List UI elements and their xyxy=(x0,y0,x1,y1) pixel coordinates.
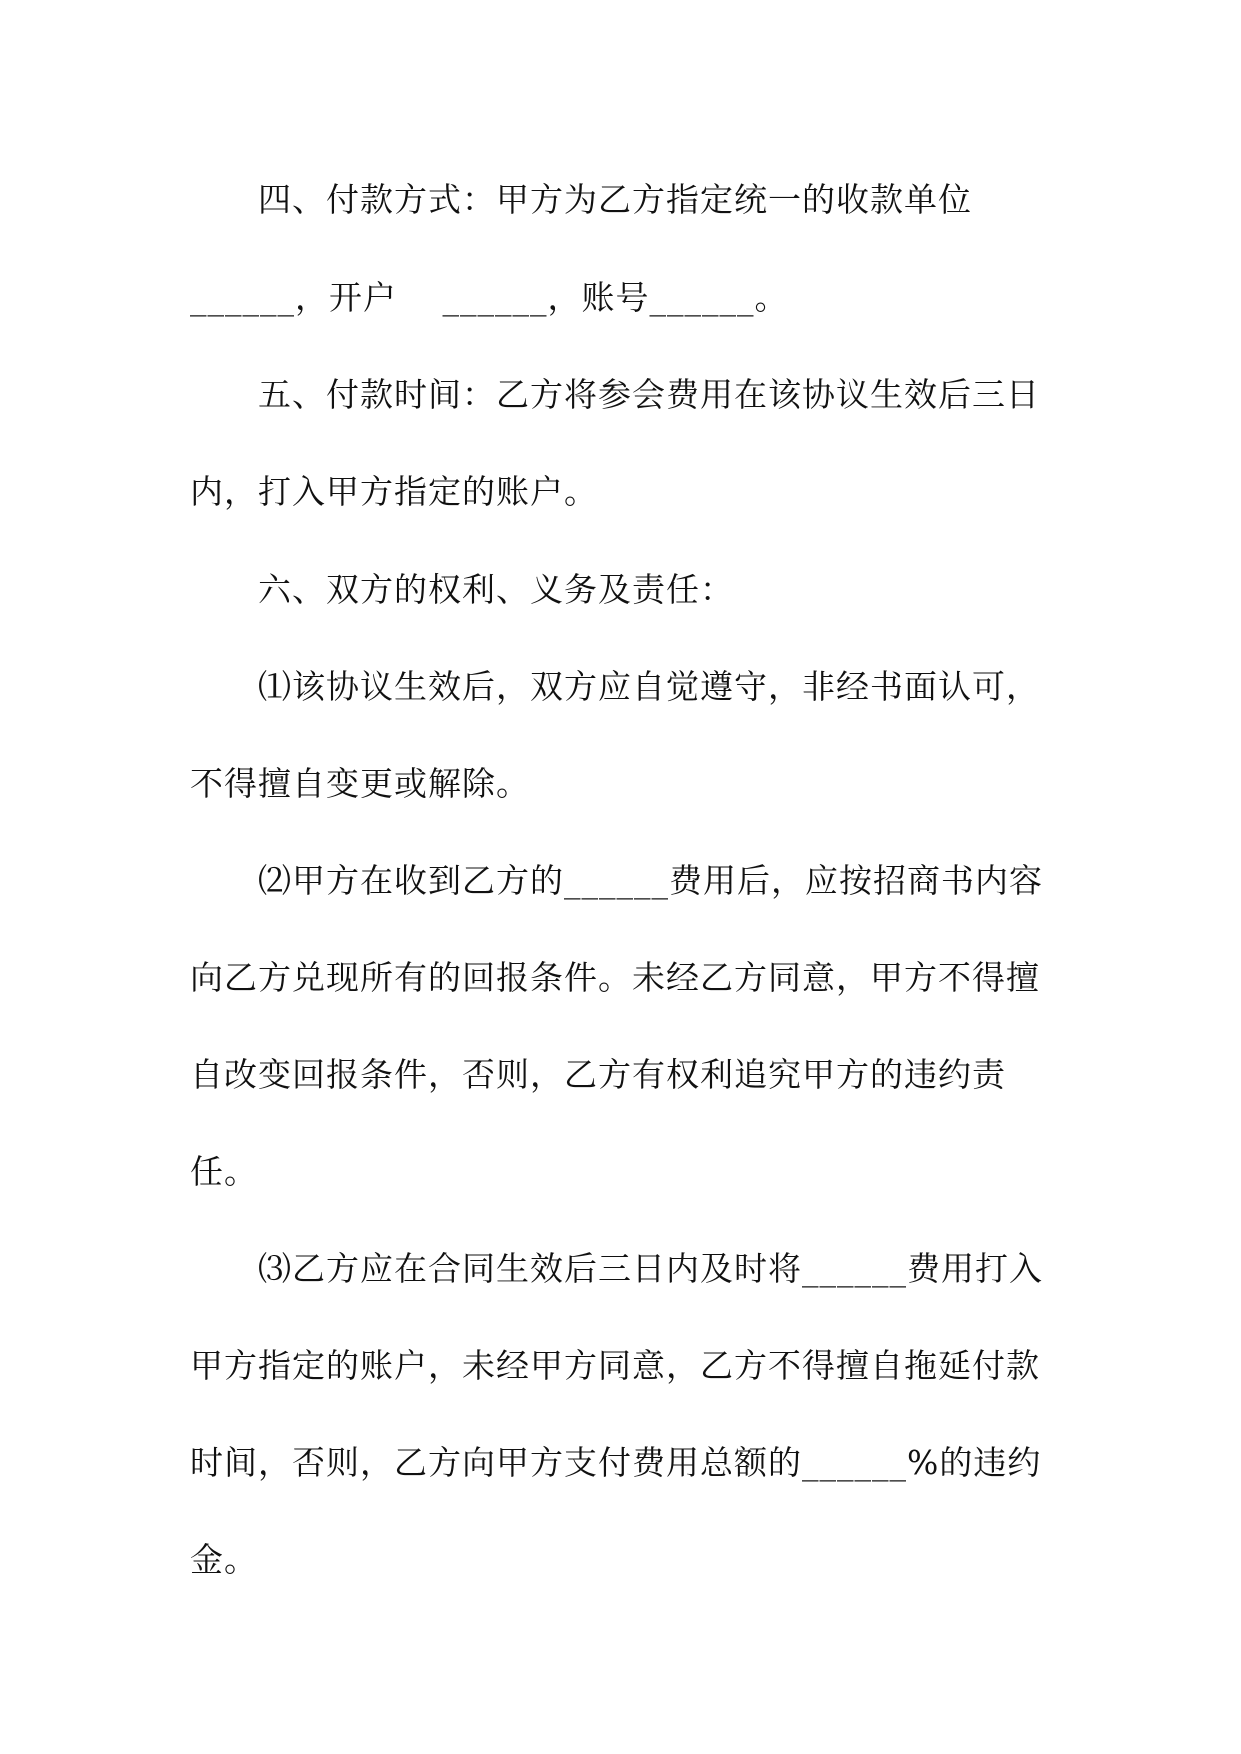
clause-4-line-2: ______，开户 ______，账号______。 xyxy=(190,278,789,317)
item-2-line-1: ⑵甲方在收到乙方的______费用后，应按招商书内容 xyxy=(258,861,1043,900)
item-1-line-1: ⑴该协议生效后，双方应自觉遵守，非经书面认可， xyxy=(258,667,1040,706)
item-3-line-1: ⑶乙方应在合同生效后三日内及时将______费用打入 xyxy=(258,1249,1043,1288)
item-3-line-4: 金。 xyxy=(190,1540,258,1579)
clause-4-line-1: 四、付款方式：甲方为乙方指定统一的收款单位 xyxy=(258,180,972,219)
item-2-line-2: 向乙方兑现所有的回报条件。未经乙方同意，甲方不得擅 xyxy=(190,958,1040,997)
clause-5-line-2: 内，打入甲方指定的账户。 xyxy=(190,472,598,511)
item-2-line-3: 自改变回报条件，否则，乙方有权利追究甲方的违约责 xyxy=(190,1055,1006,1094)
item-3-line-2: 甲方指定的账户，未经甲方同意，乙方不得擅自拖延付款 xyxy=(190,1346,1040,1385)
item-1-line-2: 不得擅自变更或解除。 xyxy=(190,764,530,803)
item-3-line-3: 时间，否则，乙方向甲方支付费用总额的______%的违约 xyxy=(190,1443,1042,1482)
clause-5-line-1: 五、付款时间：乙方将参会费用在该协议生效后三日 xyxy=(258,375,1040,414)
clause-6-heading: 六、双方的权利、义务及责任： xyxy=(258,570,734,609)
item-2-line-4: 任。 xyxy=(190,1152,258,1191)
